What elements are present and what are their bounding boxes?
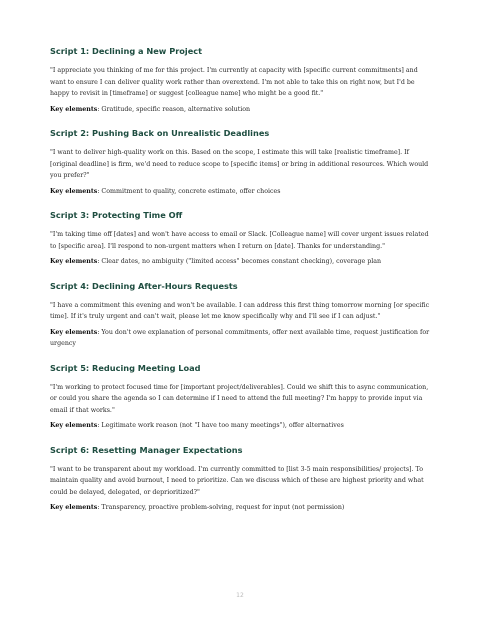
key-elements-line: [50, 420, 434, 432]
key-elements-text: : Clear dates, no ambiguity ("limited access" becomes constant checking), coverage plan: [97, 258, 382, 265]
script-heading: Script 5: Reducing Meeting Load: [50, 362, 201, 373]
script-quote: "I want to be transparent about my workload. I'm currently committed to [list 3-5 main responsibilities/ projects]. To maintain quality and avoid burnout, I need to prioritize. Can we discuss which of these are highest priority and what could be delayed, delegated, or deprioritized?": [50, 465, 424, 496]
script-heading: Script 6: Resetting Manager Expectations: [50, 444, 243, 455]
key-elements-text: : Legitimate work reason (not "I have too many meetings"), offer alternatives: [97, 422, 344, 429]
key-elements-label: Key elements: [50, 422, 98, 429]
key-elements-label: Key elements: [50, 328, 98, 336]
key-elements-text: : Gratitude, specific reason, alternative solution: [97, 105, 251, 113]
document-page: [50, 46, 434, 527]
key-elements-line: [50, 104, 434, 116]
key-elements-line: [50, 256, 434, 268]
script-section: [50, 210, 434, 268]
script-quote: "I want to deliver high-quality work on this. Based on the scope, I estimate this will take [realistic timeframe]. If [original deadline] is firm, we'd need to reduce scope to [specific items] or bring in additional resources. Which would you prefer?": [50, 149, 429, 179]
script-section: [50, 46, 434, 115]
script-section: [50, 281, 434, 350]
script-heading: Script 1: Declining a New Project: [50, 46, 203, 56]
key-elements-text: : You don't owe explanation of personal commitments, offer next available time, request justification for urgency: [50, 328, 430, 347]
key-elements-line: [50, 186, 434, 198]
script-heading: Script 2: Pushing Back on Unrealistic Deadlines: [50, 128, 270, 138]
script-quote: "I appreciate you thinking of me for this project. I'm currently at capacity with [specific current commitments] and want to ensure I can deliver quality work rather than overextend. I'm not able to take this on right now, but I'd be happy to revisit in [timeframe] or suggest [colleague name] who might be a good fit.": [50, 67, 418, 97]
key-elements-label: Key elements: [50, 105, 98, 113]
script-section: [50, 363, 434, 432]
script-section: [50, 128, 434, 197]
key-elements-label: Key elements: [50, 504, 98, 511]
script-section: [50, 445, 434, 514]
script-quote: "I'm working to protect focused time for [important project/deliverables]. Could we shift this to async communication, or could you share the agenda so I can determine if I need to attend the full meeting? I'm happy to provide input via email if that works.": [50, 383, 429, 414]
script-quote: "I'm taking time off [dates] and won't have access to email or Slack. [Colleague name] will cover urgent issues related to [specific area]. I'll respond to non-urgent matters when I return on [date]. Thanks for understanding.": [50, 231, 429, 250]
page-number: 12: [236, 592, 244, 599]
key-elements-text: : Transparency, proactive problem-solving, request for input (not permission): [97, 504, 345, 511]
key-elements-label: Key elements: [50, 258, 98, 265]
script-quote: "I have a commitment this evening and won't be available. I can address this first thing tomorrow morning [or specific time]. If it's truly urgent and can't wait, please let me know specifically why and I'll see if I can adjust.": [50, 301, 430, 320]
script-heading: Script 4: Declining After-Hours Requests: [50, 280, 238, 291]
key-elements-text: : Commitment to quality, concrete estimate, offer choices: [97, 187, 281, 195]
script-heading: Script 3: Protecting Time Off: [50, 210, 183, 220]
key-elements-line: [50, 327, 434, 350]
key-elements-label: Key elements: [50, 187, 98, 195]
key-elements-line: [50, 502, 434, 514]
